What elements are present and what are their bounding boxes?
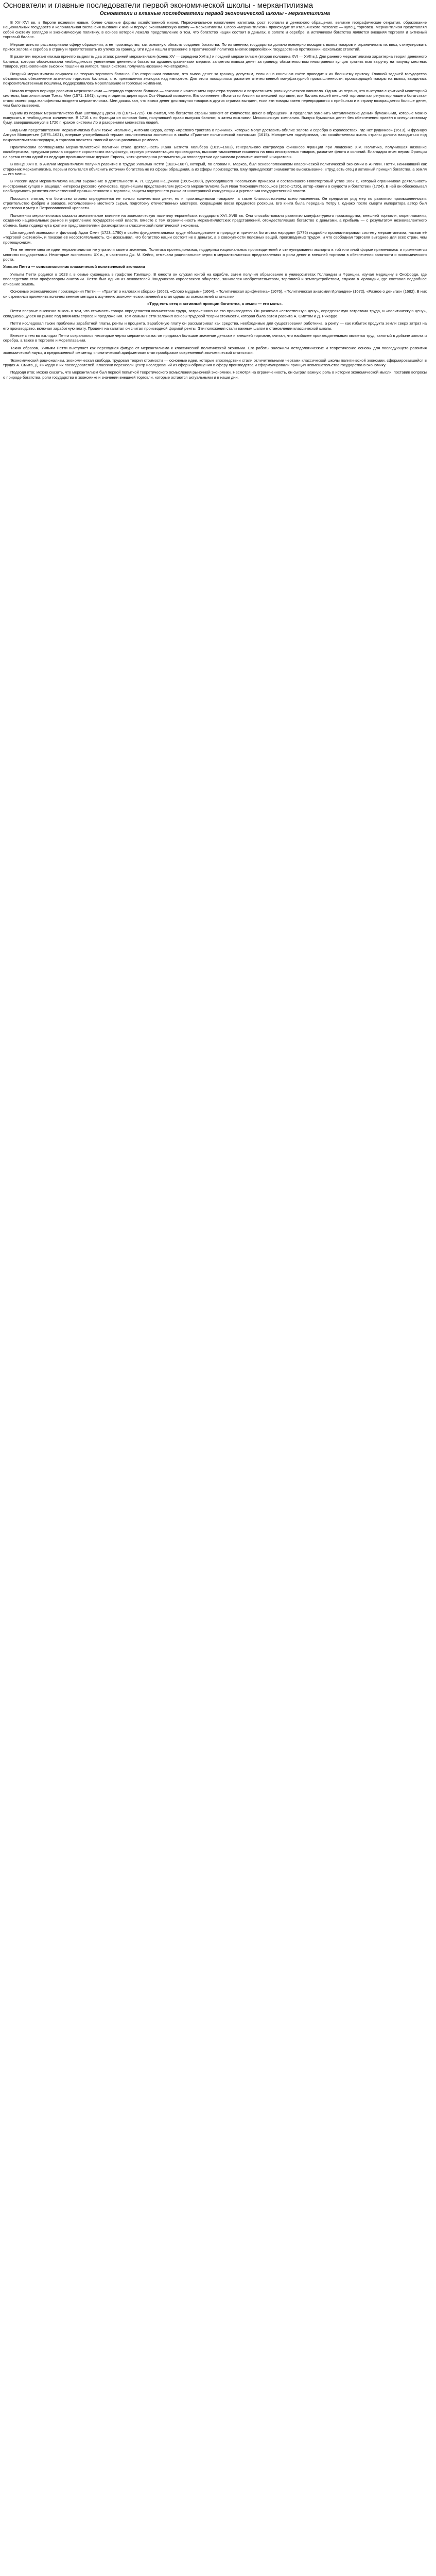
body-paragraph: Таким образом, Уильям Петти выступает как переходная фигура от меркантилизма к классической политической экономии. Его работы заложили методологические и теоретические основы для последующего развития экономической науки, а предложенный им метод «политической арифметики» стал прообразом современной экономической статистики.: [3, 345, 427, 355]
body-paragraph: Петти исследовал также проблемы заработной платы, ренты и процента. Заработную плату он рассматривал как средства, необходимые для существования работника, а ренту — как избыток продукта земли сверх затрат на его производство, включая заработную плату. Процент на капитал он считал производной формой ренты. Эти положения стали важным шагом в становлении классической школы.: [3, 321, 427, 331]
body-paragraph: Петти впервые высказал мысль о том, что стоимость товара определяется количеством труда, затраченного на его производство. Он различал «естественную цену», определяемую затратами труда, и «политическую цену», складывающуюся на рынке под влиянием спроса и предложения. Тем самым Петти заложил основы трудовой теории стоимости, которая была затем развита А. Смитом и Д. Рикардо.: [3, 309, 427, 318]
body-paragraph: Меркантилисты рассматривали сферу обращения, а не производство, как основную область создания богатства. По их мнению, государство должно всемерно поощрять вывоз товаров и ограничивать их ввоз, стимулировать приток золота и серебра в страну и препятствовать их утечке за границу. Эти идеи нашли отражение в практической политике многих европейских государств на протяжении нескольких столетий.: [3, 42, 427, 52]
document-subtitle: Основатели и главные последователи первой экономической школы - меркантилизма: [99, 11, 330, 16]
document-page: [0, 0, 430, 380]
body-paragraph: Одним из первых меркантилистов был шотландец Джон Ло (1671–1729). Он считал, что богатство страны зависит от количества денег в обращении, и предлагал заменить металлические деньги бумажными, которые можно выпускать в необходимом количестве. В 1716 г. во Франции он основал банк, получивший право выпуска банкнот, а затем возглавил Миссисипскую компанию. Выпуск бумажных денег без обеспечения привёл к спекулятивному буму, завершившемуся в 1720 г. крахом системы Ло и разорением множества людей.: [3, 110, 427, 125]
body-paragraph: Экономический рационализм, экономическая свобода, трудовая теория стоимости — основные идеи, которые впоследствии стали отличительными чертами классической школы политической экономии, сформировавшейся в трудах А. Смита, Д. Рикардо и их последователей. Классики перенесли центр исследований из сферы обращения в сферу производства и сформулировали принцип невмешательства государства в экономику.: [3, 358, 427, 367]
body-paragraph: Положения меркантилизма оказали значительное влияние на экономическую политику европейских государств XVI–XVIII вв. Они способствовали развитию мануфактурного производства, внешней торговли, мореплавания, созданию национальных рынков и укреплению государственной власти. Вместе с тем ограниченность меркантилистских представлений, отождествлявших богатство с деньгами, а прибыль — с результатом неэквивалентного обмена, была подвергнута критике представителями физиократии и классической политической экономии.: [3, 213, 427, 228]
document-title: Основатели и главные последователи первой экономической школы - меркантилизма: [3, 1, 313, 10]
body-paragraph: В России идеи меркантилизма нашли выражение в деятельности А. Л. Ордина-Нащокина (1605–1680), руководившего Посольским приказом и составившего Новоторговый устав 1667 г., который ограничивал деятельность иностранных купцов и защищал интересы русского купечества. Крупнейшим представителем русского меркантилизма был Иван Тихонович Посошков (1652–1726), автор «Книги о скудости и богатстве» (1724). В ней он обосновывал необходимость развития отечественной промышленности и торговли, защиты внутреннего рынка от иностранной конкуренции и укрепления государственной власти.: [3, 179, 427, 194]
body-paragraph: Поздний меркантилизм опирался на теорию торгового баланса. Его сторонники полагали, что вывоз денег за границу допустим, если он в конечном счёте приводит к их большему притоку. Главной задачей государства объявлялось обеспечение активного торгового баланса, т. е. превышения экспорта над импортом. Для этого поощрялось развитие отечественной мануфактурной промышленности, производящей товары на вывоз, вводились покровительственные пошлины, поддерживалось мореплавание и торговые компании.: [3, 71, 427, 86]
body-paragraph: В развитии меркантилизма принято выделять два этапа: ранний меркантилизм (конец XV — середина XVI в.) и поздний меркантилизм (вторая половина XVI — XVII в.). Для раннего меркантилизма характерна теория денежного баланса, которая обосновывала необходимость увеличения денежного богатства административными мерами: запретом вывоза денег за границу, обязательством иностранных купцов тратить всю выручку на покупку местных товаров, установлением высоких пошлин на импорт. Такая система получила название монетаризма.: [3, 54, 427, 69]
body-paragraph: Вместе с тем во взглядах Петти сохранялись некоторые черты меркантилизма: он придавал большое значение деньгам и внешней торговле, считал, что наиболее производительным является труд, занятый в добыче золота и серебра, а также в торговле и мореплавании.: [3, 333, 427, 343]
body-paragraph: Видными представителями меркантилизма были также итальянец Антонио Серра, автор «Краткого трактата о причинах, которые могут доставить обилие золота и серебра в королевствах, где нет рудников» (1613), и француз Антуан Монкретьен (1575–1621), впервые употребивший термин «политическая экономия» в своём «Трактате политической экономии» (1615). Монкретьен подчёркивал, что хозяйственная жизнь страны должна находиться под покровительством государя, а торговля является главной целью различных ремёсел.: [3, 127, 427, 142]
body-paragraph: В XV–XVI вв. в Европе возникли новые, более сложные формы хозяйственной жизни. Первоначальное накопление капитала, рост торговли и денежного обращения, великие географические открытия, образование национальных государств и колониальная экспансия вызвали к жизни первую экономическую школу — меркантилизм. Слово «меркантилизм» происходит от итальянского mercante — купец, торговец. Меркантилизм представлял собой систему взглядов и экономическую политику, в основе которой лежало представление о том, что богатство нации состоит в деньгах, в золоте и серебре, а источником богатства является внешняя торговля и активный торговый баланс.: [3, 20, 427, 40]
body-paragraph: Шотландский экономист и философ Адам Смит (1723–1790) в своём фундаментальном труде «Исследование о природе и причинах богатства народов» (1776) подробно проанализировал систему меркантилизма, назвав её «торговой системой», и показал её несостоятельность. Он доказывал, что богатство нации состоит не в деньгах, а в совокупности полезных вещей, производимых трудом, и что свободная торговля выгоднее для всех стран, чем протекционизм.: [3, 230, 427, 245]
quote-paragraph: «Труд есть отец и активный принцип богатства, а земля — его мать».: [147, 301, 283, 306]
body-paragraph: Уильям Петти родился в 1623 г. в семье суконщика в графстве Гэмпшир. В юности он служил юнгой на корабле, затем получил образование в университетах Голландии и Франции, изучал медицину в Оксфорде, где впоследствии стал профессором анатомии. Петти был одним из основателей Лондонского королевского общества, занимался изобретательством, торговлей и землеустройством, служил в Ирландии, где составил подробное описание земель.: [3, 272, 427, 286]
body-paragraph: Начало второго периода развития меркантилизма — периода торгового баланса — связано с изменением характера торговли и возрастанием роли купеческого капитала. Одним из первых, кто выступил с критикой монетарной системы, был англичанин Томас Мен (1571–1641), купец и один из директоров Ост-Индской компании. Его сочинение «Богатство Англии во внешней торговле, или Баланс нашей внешней торговли как регулятор нашего богатства» стало своего рода манифестом позднего меркантилизма. Мен доказывал, что вывоз денег для покупки товаров в других странах выгоден, если эти товары затем перепродаются с прибылью и в страну возвращается больше денег, чем было вывезено.: [3, 88, 427, 108]
document-body: [3, 20, 427, 380]
body-paragraph: Основные экономические произведения Петти — «Трактат о налогах и сборах» (1662), «Слово мудрым» (1664), «Политическая арифметика» (1676), «Политическая анатомия Ирландии» (1672), «Разное о деньгах» (1682). В них он стремился применить количественные методы к изучению экономических явлений и стал одним из основателей статистики.: [3, 289, 427, 299]
section-heading: Уильям Петти — основоположник классической политической экономии: [3, 264, 145, 269]
body-paragraph: Подводя итог, можно сказать, что меркантилизм был первой попыткой теоретического осмысления рыночной экономики. Несмотря на ограниченность, он сыграл важную роль в истории экономической мысли, поставив вопросы о природе богатства, роли государства в экономике и значении внешней торговли, которые остаются актуальными и в наши дни.: [3, 370, 427, 380]
body-paragraph: Тем не менее многие идеи меркантилистов не утратили своего значения. Политика протекционизма, поддержки национальных производителей и стимулирования экспорта в той или иной форме применялась и применяется многими государствами. Некоторые экономисты XX в., в частности Дж. М. Кейнс, отмечали рациональное зерно в меркантилистских представлениях о роли денег и внешней торговли в обеспечении занятости и экономического роста.: [3, 247, 427, 262]
body-paragraph: Практическим воплощением меркантилистской политики стала деятельность Жана Батиста Кольбера (1619–1683), генерального контролёра финансов Франции при Людовике XIV. Политика, получившая название кольбертизма, предусматривала создание королевских мануфактур, строгую регламентацию производства, высокие таможенные пошлины на ввоз иностранных товаров, развитие флота и колоний. Благодаря этим мерам Франция на время стала одной из ведущих промышленных держав Европы, хотя чрезмерная регламентация впоследствии сдерживала развитие частной инициативы.: [3, 144, 427, 159]
body-paragraph: Посошков считал, что богатство страны определяется не только количеством денег, но и производимыми товарами, а также благосостоянием всего населения. Он предлагал ряд мер по развитию промышленности: строительство фабрик и заводов, использование местного сырья, подготовку отечественных мастеров, сокращение ввоза предметов роскоши. Его книга была передана Петру I, однако после смерти императора автор был арестован и умер в Петропавловской крепости.: [3, 196, 427, 211]
body-paragraph: В конце XVII в. в Англии меркантилизм получил развитие в трудах Уильяма Петти (1623–1687), который, по словам К. Маркса, был основоположником классической политической экономии в Англии. Петти, начинавший как сторонник меркантилизма, первым попытался объяснить источник богатства не из сферы обращения, а из сферы производства. Ему принадлежит знаменитое высказывание: «Труд есть отец и активный принцип богатства, а земля — его мать».: [3, 162, 427, 176]
